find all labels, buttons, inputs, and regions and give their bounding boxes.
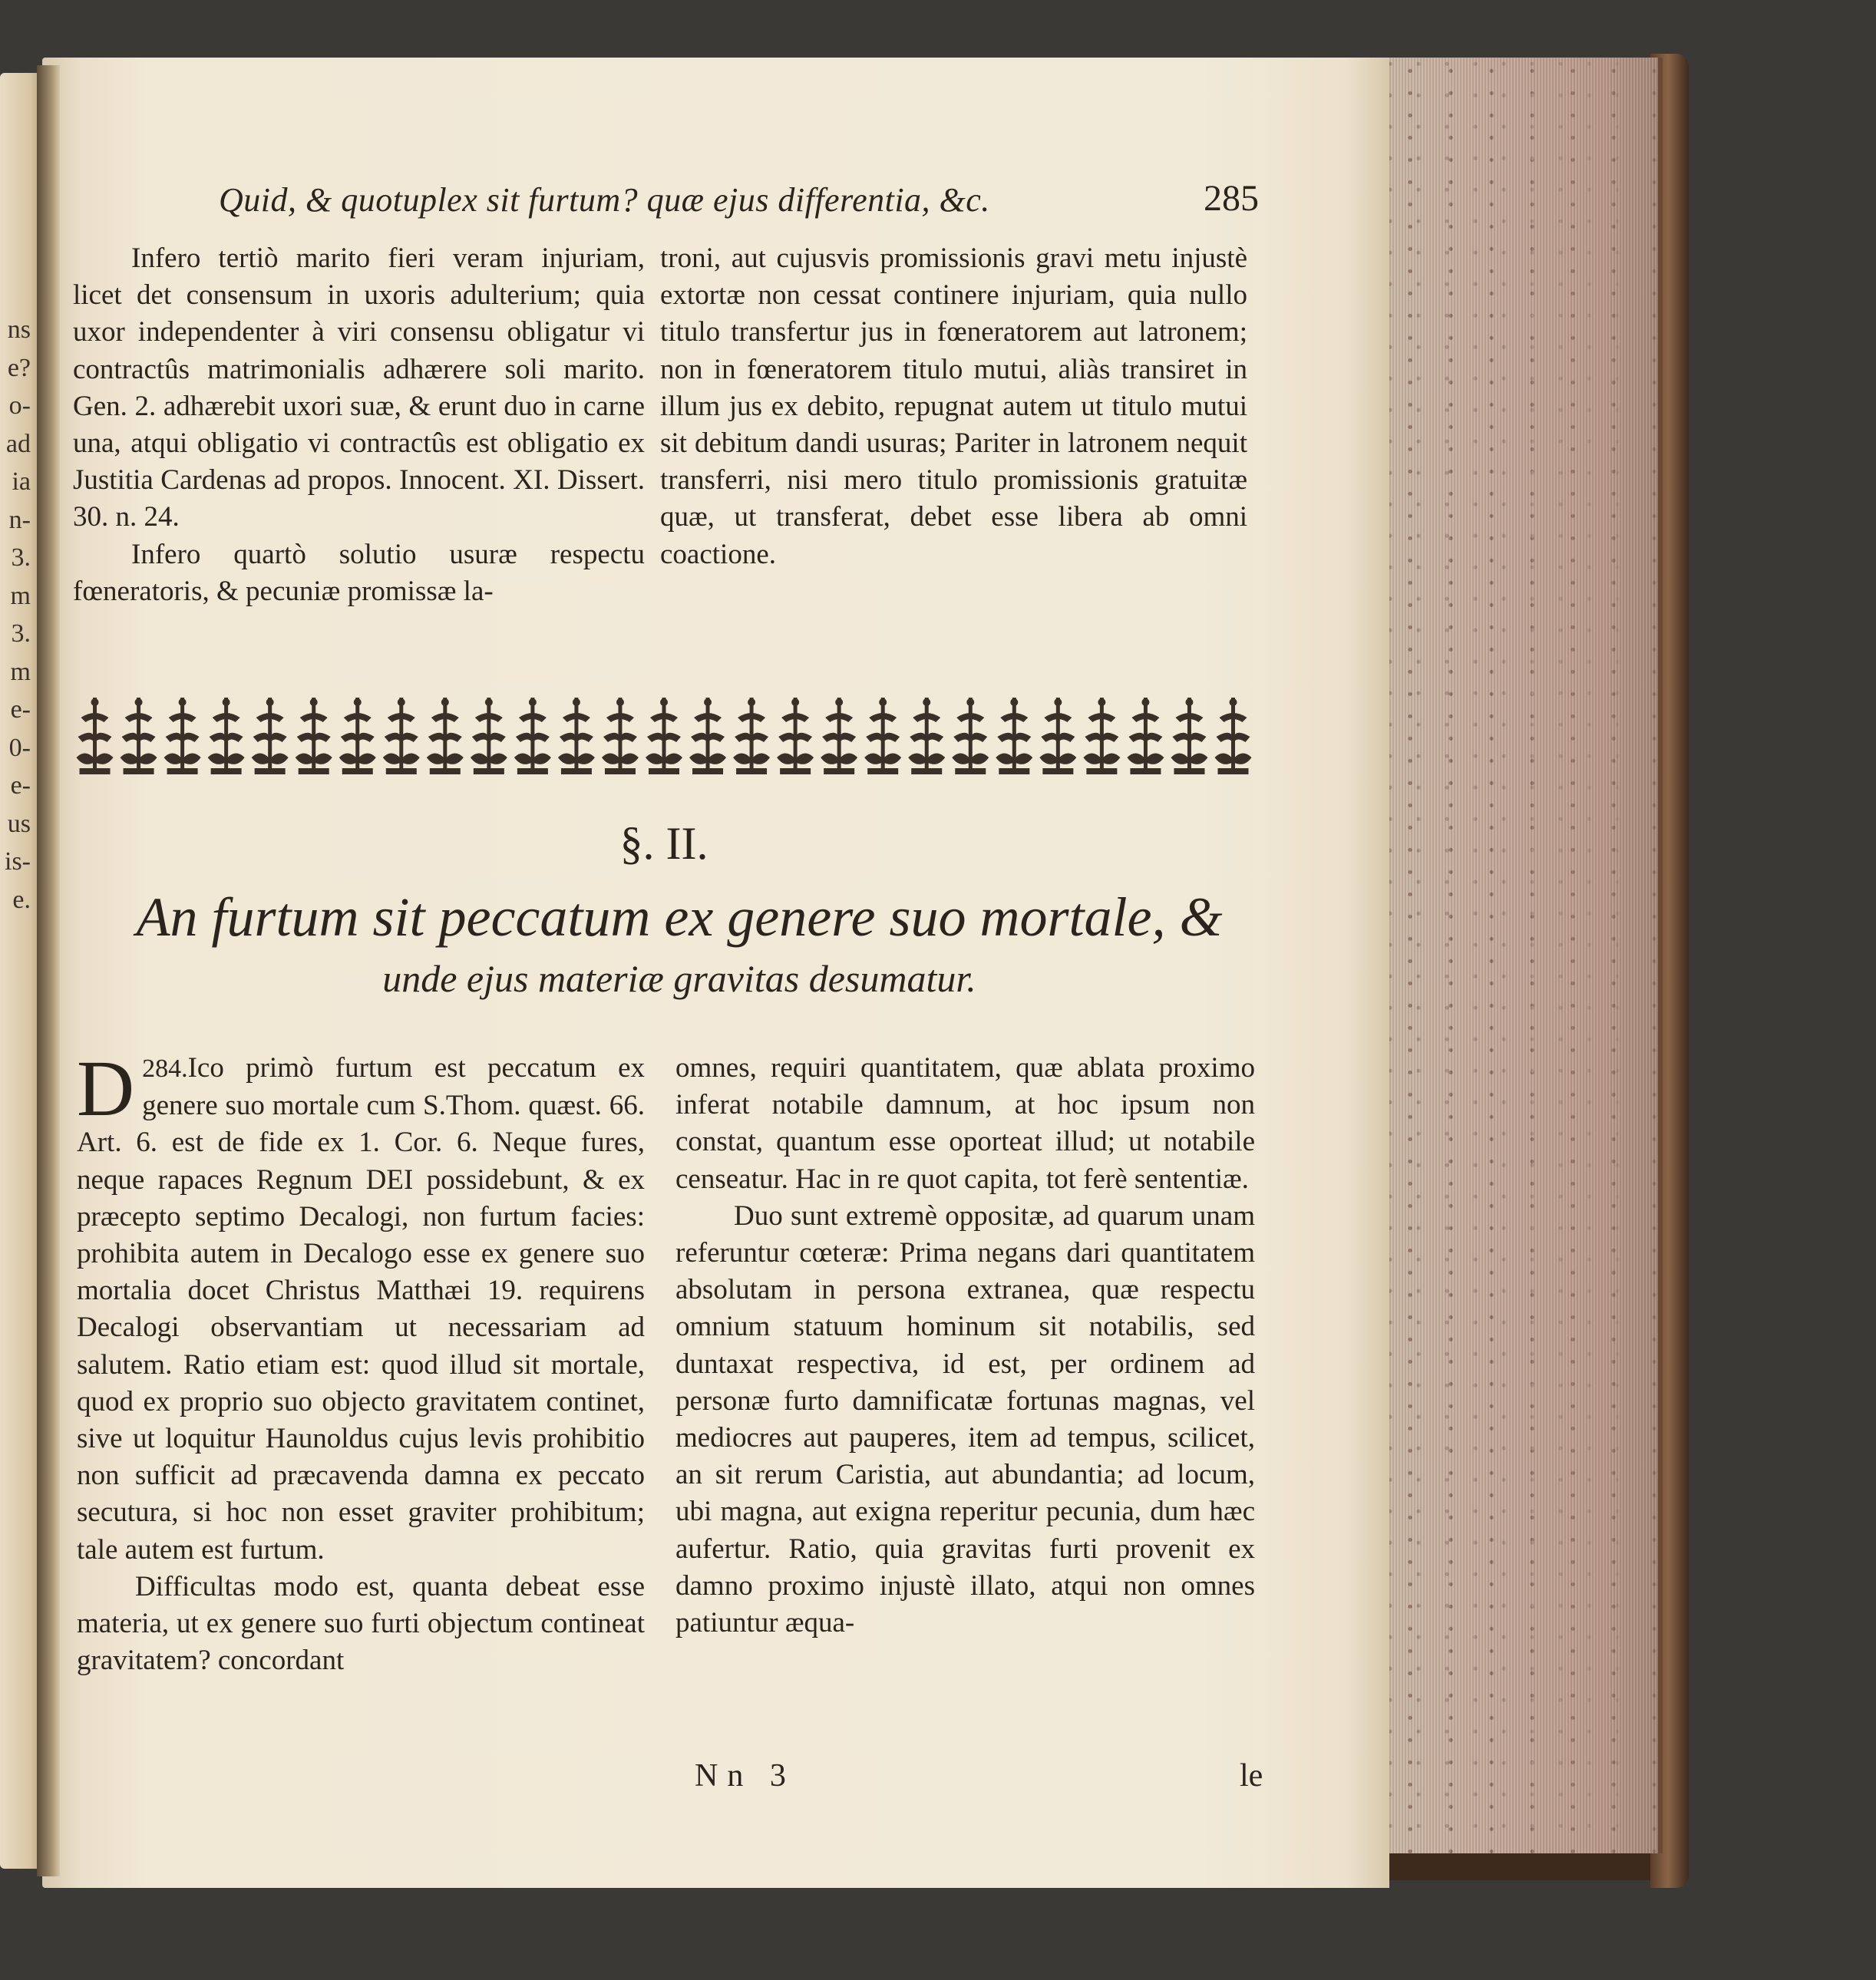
edge-fragment: o- xyxy=(8,391,31,420)
fleuron xyxy=(777,698,814,774)
top-left-column xyxy=(73,240,645,610)
fleuron xyxy=(1083,698,1120,774)
fleuron xyxy=(1171,698,1207,774)
edge-fragment: m xyxy=(10,657,31,686)
previous-page-fragments xyxy=(0,311,31,919)
fleuron xyxy=(602,698,639,774)
paragraph-text: Ico primò furtum est peccatum ex genere suo mortale cum S.Thom. quæst. 66. Art. 6. est de fide ex 1. Cor. 6. Neque fures, neque rapaces Regnum DEI possidebunt, & ex præcepto septimo Decalogi, non furtum facies: prohibita autem in Decalogo esse ex genere suo mortalia docet Christus Matthæi 19. requirens Decalogi observantiam ut necessariam ad salutem. Ratio etiam est: quod illud sit mortale, quod ex proprio suo objecto gravitatem continet, sive ut loquitur Haunoldus cujus levis prohibitio non sufficit ad præcavenda damna ex peccato secutura, si hoc non esset graviter prohibitum; tale autem est furtum. xyxy=(77,1052,645,1566)
fleuron xyxy=(1127,698,1164,774)
edge-fragment: us xyxy=(7,809,31,838)
fleuron xyxy=(339,698,376,774)
book-gutter xyxy=(37,65,60,1876)
fleuron xyxy=(952,698,989,774)
fleuron xyxy=(208,698,245,774)
fleuron xyxy=(164,698,201,774)
fleuron xyxy=(689,698,726,774)
paragraph: omnes, requiri quantitatem, quæ ablata proximo inferat notabile damnum, at hoc ipsum non constat, quantum esse oporteat illud; ut notabile censeatur. Hac in re quot capita, tot ferè sententiæ. xyxy=(675,1052,1255,1195)
fleuron xyxy=(733,698,770,774)
paragraph: Infero tertiò marito fieri veram injuriam, licet det consensum in uxoris adulterium; quia uxor independenter à viri consensu obligatur vi contractûs matrimonialis adhærere soli marito. Gen. 2. adhærebit uxori suæ, & erunt duo in carne una, atqui obligatio vi contractûs est obligatio ex Justitia Cardenas ad propos. Innocent. XI. Dissert. 30. n. 24. xyxy=(73,243,645,533)
fleuron xyxy=(996,698,1032,774)
edge-fragment: 3. xyxy=(11,543,31,572)
page-number: 285 xyxy=(1204,178,1259,219)
edge-fragment: e. xyxy=(12,885,31,914)
paragraph-number: 284. xyxy=(142,1054,188,1083)
fleuron xyxy=(471,698,507,774)
fleuron xyxy=(514,698,551,774)
edge-fragment: m xyxy=(10,581,31,610)
fleuron xyxy=(864,698,901,774)
bottom-left-column xyxy=(77,1044,645,1679)
edge-fragment: is- xyxy=(5,847,31,876)
page-fore-edge xyxy=(1382,58,1663,1853)
edge-fragment: e? xyxy=(7,353,31,382)
edge-fragment: e- xyxy=(10,771,31,800)
fleuron xyxy=(427,698,464,774)
signature-mark: Nn 3 xyxy=(695,1758,795,1794)
fleuron xyxy=(646,698,682,774)
section-title-line2: unde ejus materiæ gravitas desumatur. xyxy=(382,957,976,1000)
edge-fragment: ad xyxy=(5,429,31,458)
drop-cap: D xyxy=(77,1044,135,1133)
edge-fragment: n- xyxy=(8,505,31,534)
fleuron xyxy=(296,698,332,774)
bottom-right-column xyxy=(675,1050,1255,1642)
fleuron xyxy=(77,698,114,774)
edge-fragment: ia xyxy=(12,467,31,496)
fleuron xyxy=(908,698,945,774)
edge-fragment: 3. xyxy=(11,619,31,648)
printers-ornament-band xyxy=(73,695,1255,779)
fleuron xyxy=(1214,698,1251,774)
section-number: §. II. xyxy=(619,818,708,869)
paragraph: troni, aut cujusvis promissionis gravi metu injustè extortæ non cessat continere injuriam, quia nullo titulo transfertur jus in fœneratorem aut latronem; non in fœneratorem titulo mutui, aliàs transiret in illum jus ex debito, repugnat autem ut titulo mutui sit debitum dandi usuras; Pariter in latronem nequit transferri, nisi mero titulo promissionis gratuitæ quæ, ut transferat, debet esse libera ab omni coactione. xyxy=(660,243,1247,570)
fleuron xyxy=(121,698,157,774)
section-title-line1: An furtum sit peccatum ex genere suo mortale, & xyxy=(136,886,1223,948)
catchword: le xyxy=(1240,1758,1263,1794)
top-right-column xyxy=(660,240,1247,573)
edge-fragment: ns xyxy=(7,315,31,344)
paragraph: Difficultas modo est, quanta debeat esse materia, ut ex genere suo furti objectum contineat gravitatem? concordant xyxy=(77,1570,645,1677)
edge-fragment: e- xyxy=(10,695,31,724)
fleuron xyxy=(252,698,289,774)
running-title: Quid, & quotuplex sit furtum? quæ ejus differentia, &c. xyxy=(219,181,990,219)
paragraph xyxy=(77,1044,645,1569)
fleuron xyxy=(821,698,857,774)
paragraph: Duo sunt extremè oppositæ, ad quarum unam referuntur cœteræ: Prima negans dari quantitatem absolutam in persona extranea, quæ respectu omnium statuum hominum sit notabilis, sed duntaxat respectiva, id est, per ordinem ad personæ furto damnificatæ fortunas magnas, vel mediocres aut pauperes, item ad tempus, scilicet, an sit rerum Caristia, aut abundantia; ad locum, ubi magna, aut exigna reperitur pecunia, dum hæc aufertur. Ratio, quia gravitas furti provenit ex damno proximo injustè illato, atqui non omnes patiuntur æqua- xyxy=(675,1200,1255,1639)
fleuron xyxy=(558,698,595,774)
fleuron xyxy=(1039,698,1076,774)
fleuron xyxy=(383,698,420,774)
previous-page-edge xyxy=(0,73,42,1869)
edge-fragment: 0- xyxy=(8,733,31,762)
running-head xyxy=(219,180,1259,226)
paragraph: Infero quartò solutio usuræ respectu fœneratoris, & pecuniæ promissæ la- xyxy=(73,538,645,607)
section-title xyxy=(130,883,1228,1004)
